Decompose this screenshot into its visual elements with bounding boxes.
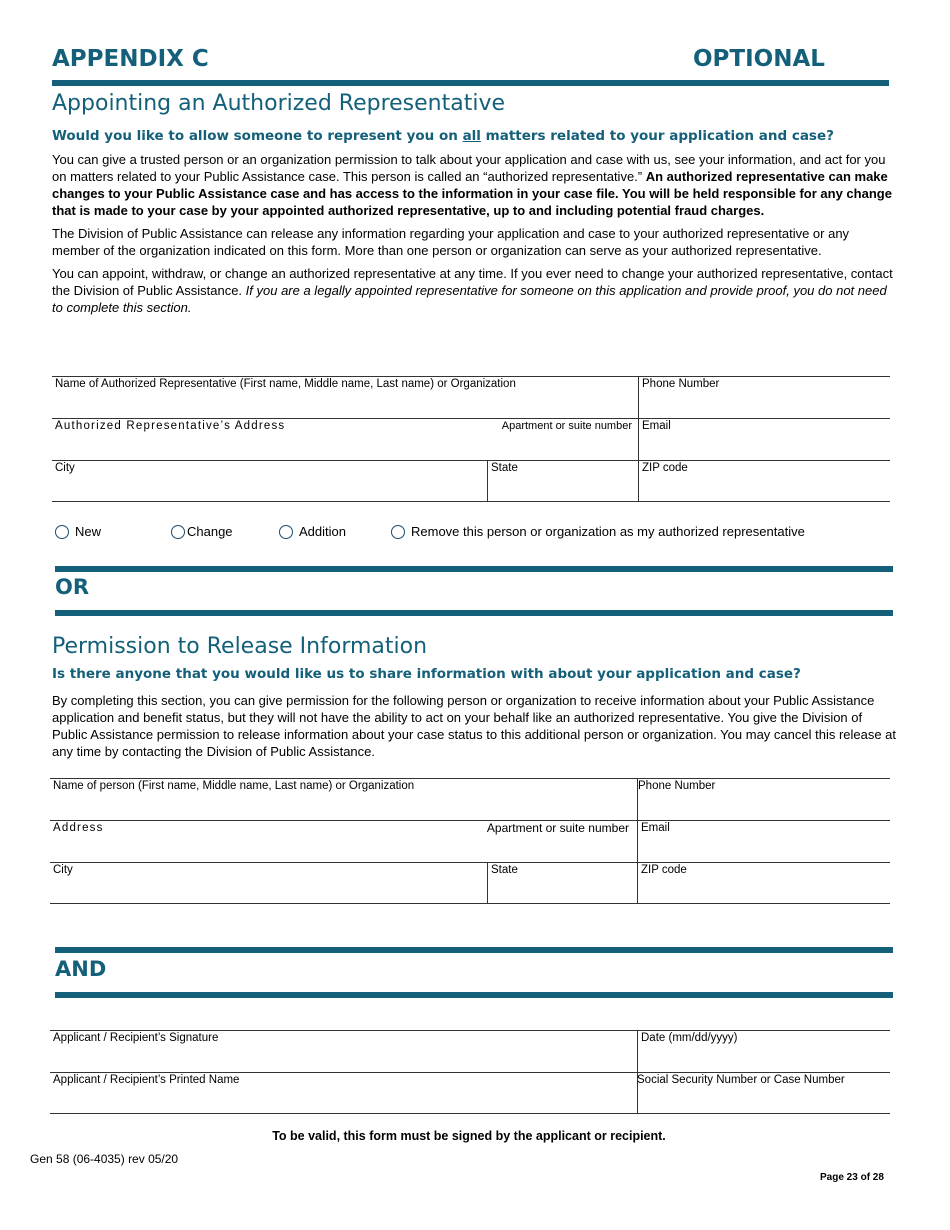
or-label: OR bbox=[55, 575, 90, 599]
appendix-label: APPENDIX C bbox=[52, 46, 209, 72]
option-new-label: New bbox=[75, 524, 102, 539]
paragraph-1-bold: An authorized representative can make changes to your Public Assistance case and has access to the information in your case file. You will be held responsible for any change that is made to your case by your appointed authorized representative, up to and including potential fraud charges. bbox=[52, 169, 892, 218]
person-city-field[interactable] bbox=[50, 863, 487, 904]
paragraph-3 bbox=[52, 265, 897, 316]
rep-state-field[interactable] bbox=[488, 461, 638, 502]
header-rule bbox=[52, 80, 889, 86]
rep-address-field[interactable] bbox=[52, 419, 638, 461]
question-emphasis: all bbox=[462, 128, 481, 144]
person-address-label: Address bbox=[53, 822, 104, 834]
or-rule-top bbox=[55, 566, 893, 572]
option-new[interactable] bbox=[55, 524, 101, 539]
paragraph-2: The Division of Public Assistance can release any information regarding your application and case to your authorized representative or any member of the organization indicated on this form. More than one person or organization can serve as your authorized representative. bbox=[52, 226, 850, 258]
paragraph-1-text: You can give a trusted person or an organization permission to talk about your application and case with us, see your information, and act for you on matters related to your Public Assistance case. This person is called an “authorized representative.” bbox=[52, 152, 886, 184]
section-question bbox=[52, 128, 912, 144]
section2-question: Is there anyone that you would like us to share information with about your application and case? bbox=[52, 666, 801, 682]
signature-label: Applicant / Recipient’s Signature bbox=[53, 1032, 219, 1044]
person-apt-label: Apartment or suite number bbox=[486, 821, 629, 835]
page-number: Page 23 of 28 bbox=[820, 1172, 884, 1183]
section2-paragraph: By completing this section, you can give permission for the following person or organization to receive information about your Public Assistance application and benefit status, but they will not have the ability to act on your behalf like an authorized representative. You give the Division of Public Assistance permission to release information about your case status to this additional person or organization. You may cancel this release at any time by contacting the Division of Public Assistance. bbox=[52, 693, 897, 759]
rep-city-label: City bbox=[55, 462, 75, 474]
rep-state-label: State bbox=[491, 462, 518, 474]
section1-body bbox=[52, 151, 897, 316]
question-post: matters related to your application and case? bbox=[480, 128, 834, 144]
person-zip-field[interactable] bbox=[638, 863, 890, 904]
section-title-permission-release: Permission to Release Information bbox=[52, 634, 428, 659]
rep-email-label: Email bbox=[642, 420, 671, 432]
person-phone-label: Phone Number bbox=[638, 780, 716, 792]
person-state-label: State bbox=[491, 864, 518, 876]
rep-name-label: Name of Authorized Representative (First name, Middle name, Last name) or Organization bbox=[55, 378, 516, 390]
ssn-field[interactable] bbox=[637, 1073, 890, 1114]
option-addition[interactable] bbox=[279, 524, 346, 539]
date-field[interactable] bbox=[638, 1031, 890, 1073]
printed-name-label: Applicant / Recipient’s Printed Name bbox=[53, 1074, 240, 1086]
ssn-label: Social Security Number or Case Number bbox=[637, 1074, 845, 1086]
rep-zip-field[interactable] bbox=[639, 461, 890, 502]
option-addition-label: Addition bbox=[299, 524, 346, 539]
person-state-field[interactable] bbox=[488, 863, 637, 904]
person-name-field[interactable] bbox=[50, 779, 637, 821]
section-title-authorized-representative: Appointing an Authorized Representative bbox=[52, 91, 506, 116]
and-rule-bottom bbox=[55, 992, 893, 998]
person-zip-label: ZIP code bbox=[641, 864, 687, 876]
option-change-label: Change bbox=[187, 524, 233, 539]
signature-field[interactable] bbox=[50, 1031, 637, 1073]
radio-circle-icon bbox=[279, 525, 293, 539]
person-email-field[interactable] bbox=[638, 821, 890, 863]
option-remove-label: Remove this person or organization as my authorized representative bbox=[411, 524, 805, 539]
form-id: Gen 58 (06-4035) rev 05/20 bbox=[30, 1152, 179, 1166]
radio-circle-icon bbox=[391, 525, 405, 539]
paragraph-3-text: You can appoint, withdraw, or change an authorized representative at any time. If you ever need to change your authorized representative, contact the Division of Public Assistance. bbox=[52, 266, 893, 298]
question-pre: Would you like to allow someone to represent you on bbox=[52, 128, 463, 144]
printed-name-field[interactable] bbox=[50, 1073, 637, 1114]
date-label: Date (mm/dd/yyyy) bbox=[641, 1032, 738, 1044]
person-address-field[interactable] bbox=[50, 821, 637, 863]
person-phone-field[interactable] bbox=[637, 779, 890, 821]
validity-note: To be valid, this form must be signed by the applicant or recipient. bbox=[272, 1129, 666, 1143]
option-change[interactable] bbox=[171, 524, 233, 539]
rep-phone-label: Phone Number bbox=[642, 378, 720, 390]
and-label: AND bbox=[55, 957, 107, 981]
paragraph-1 bbox=[52, 151, 897, 219]
and-rule-top bbox=[55, 947, 893, 953]
option-remove[interactable] bbox=[391, 524, 805, 539]
person-name-label: Name of person (First name, Middle name, Last name) or Organization bbox=[53, 780, 415, 792]
paragraph-3-italic: If you are a legally appointed representative for someone on this application and provide proof, you do not need to complete this section. bbox=[52, 283, 887, 315]
optional-label: OPTIONAL bbox=[693, 46, 825, 72]
rep-zip-label: ZIP code bbox=[642, 462, 688, 474]
or-rule-bottom bbox=[55, 610, 893, 616]
person-email-label: Email bbox=[641, 822, 670, 834]
rep-phone-field[interactable] bbox=[639, 377, 890, 419]
rep-name-field[interactable] bbox=[52, 377, 638, 419]
radio-circle-icon bbox=[171, 525, 185, 539]
rep-address-label: Authorized Representative’s Address bbox=[55, 420, 286, 432]
rep-apt-label: Apartment or suite number bbox=[501, 420, 632, 432]
person-city-label: City bbox=[53, 864, 73, 876]
radio-circle-icon bbox=[55, 525, 69, 539]
rep-city-field[interactable] bbox=[52, 461, 487, 502]
rep-email-field[interactable] bbox=[639, 419, 890, 461]
